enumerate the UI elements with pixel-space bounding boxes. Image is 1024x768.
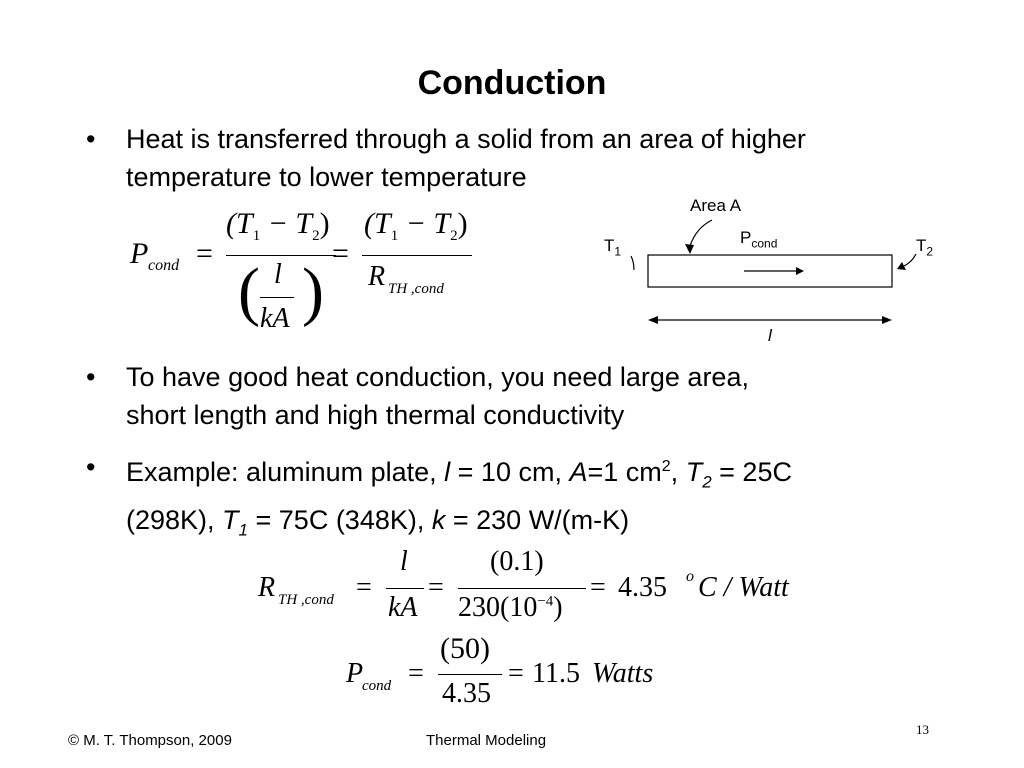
- resistance-unit: C / Watt: [698, 572, 789, 603]
- numerator2-t2: − T: [398, 207, 451, 240]
- numerator-t1: (T: [226, 207, 253, 240]
- slide-title: Conduction: [417, 64, 607, 102]
- denominator-ka: kA: [260, 303, 290, 334]
- conduction-power-equation: [130, 205, 490, 345]
- example-line-2: [126, 501, 1024, 549]
- numerator2-t1: (T: [364, 207, 391, 240]
- numerator-50: (50): [440, 632, 490, 665]
- fraction-bar-5: [438, 674, 502, 675]
- example-a-value: =1 cm: [587, 457, 662, 487]
- area-pointer-arrow: [690, 220, 712, 246]
- footer-copyright: © M. T. Thompson, 2009: [68, 732, 232, 749]
- numerator2-sub-2: 2: [450, 228, 458, 244]
- bullet-2-line-1: To have good heat conduction, you need large area,: [126, 362, 749, 392]
- left-paren-big: (: [238, 255, 260, 328]
- example-t2-var: T: [685, 457, 703, 487]
- power-result: 11.5: [532, 658, 580, 689]
- thermal-resistance-subscript: TH ,cond: [388, 281, 444, 297]
- p-symbol: P: [130, 237, 149, 270]
- fraction-bar-2: [362, 255, 472, 256]
- degree-symbol: o: [686, 568, 694, 585]
- p-cond-label: [740, 228, 777, 250]
- example-l-var: l: [444, 457, 451, 487]
- numerator-temp-diff: [226, 207, 330, 245]
- length-l: l: [400, 546, 408, 577]
- bullet-1-text: [126, 120, 1024, 196]
- p-subscript: cond: [148, 257, 180, 274]
- example-comma: ,: [670, 457, 686, 487]
- bullet-symbol: •: [86, 124, 96, 154]
- example-t2-value: = 25C: [711, 457, 792, 487]
- fraction-bar-4: [458, 588, 586, 589]
- numerator2-close: ): [457, 207, 468, 240]
- r-subscript: TH ,cond: [278, 592, 334, 608]
- t1-letter: T: [604, 236, 615, 255]
- power-result-equation: [346, 632, 706, 722]
- bullet-2-text: [126, 358, 1024, 434]
- footer-title: Thermal Modeling: [426, 732, 547, 749]
- ka-term: kA: [388, 592, 418, 623]
- equals-sign-5: =: [590, 572, 606, 603]
- example-k-var: k: [431, 505, 446, 536]
- example-text: [126, 448, 1024, 550]
- numerator-01: (0.1): [490, 546, 544, 577]
- denominator-l: l: [274, 259, 282, 290]
- area-label: Area A: [690, 196, 742, 215]
- bullet-example: [86, 448, 1006, 540]
- denominator-close: ): [553, 592, 563, 623]
- thermal-resistance-r: R: [368, 261, 386, 292]
- numerator2-sub-1: 1: [390, 228, 399, 244]
- heat-flow-arrowhead: [796, 267, 804, 275]
- t1-pointer-arrow: [631, 256, 634, 270]
- example-l-value: = 10 cm,: [450, 457, 570, 487]
- fraction-bar-3: [386, 588, 424, 589]
- page-number: 13: [916, 722, 929, 737]
- denominator-230-base: 230(10: [458, 592, 538, 623]
- t1-subscript: 1: [614, 244, 622, 259]
- right-paren-big: ): [302, 255, 324, 328]
- p-subscript-2: cond: [362, 678, 392, 694]
- p-cond-letter: P: [740, 228, 752, 247]
- conduction-diagram: [590, 190, 950, 350]
- example-t1-var: T: [222, 505, 239, 536]
- resistance-result: 4.35: [618, 572, 667, 603]
- equals-sign-7: =: [508, 658, 524, 689]
- equals-sign-2: =: [332, 237, 349, 270]
- t2-letter: T: [916, 236, 927, 255]
- equals-sign-6: =: [408, 658, 424, 689]
- bullet-symbol: •: [86, 452, 96, 482]
- equals-sign-1: =: [196, 237, 213, 270]
- example-line-1: [126, 448, 1024, 501]
- example-t1-subscript: 1: [238, 520, 249, 540]
- inner-fraction-bar: [260, 297, 294, 298]
- t2-label: [916, 236, 933, 258]
- length-arrowhead-right: [882, 316, 892, 324]
- t2-pointer-arrow: [904, 254, 916, 266]
- bullet-2-line-2: short length and high thermal conductivity: [126, 400, 625, 430]
- equals-sign-4: =: [428, 572, 444, 603]
- numerator-temp-diff-2: [364, 207, 468, 245]
- example-line2-lead: (298K),: [126, 505, 223, 536]
- bullet-1: [86, 120, 1006, 200]
- power-unit: Watts: [592, 658, 654, 689]
- t2-subscript: 2: [926, 244, 934, 259]
- p-cond-subscript: cond: [751, 236, 778, 251]
- length-label: l: [768, 326, 772, 345]
- bullet-1-line-2: temperature to lower temperature: [126, 162, 527, 192]
- numerator-sub-1: 1: [252, 228, 261, 244]
- t1-label: [604, 236, 621, 258]
- bullet-symbol: •: [86, 362, 96, 392]
- numerator-close: ): [319, 207, 330, 240]
- equals-sign-3: =: [356, 572, 372, 603]
- denominator-exponent: −4: [537, 593, 554, 610]
- example-t1-value: = 75C (348K),: [248, 505, 432, 536]
- length-arrowhead-left: [648, 316, 658, 324]
- example-lead: Example: aluminum plate,: [126, 457, 445, 487]
- example-t2-subscript: 2: [702, 472, 712, 492]
- numerator-t2: − T: [260, 207, 313, 240]
- area-pointer-arrowhead: [685, 244, 694, 254]
- p-symbol-2: P: [346, 658, 364, 689]
- bullet-2: [86, 358, 1006, 438]
- denominator-435: 4.35: [442, 678, 491, 709]
- numerator-sub-2: 2: [312, 228, 320, 244]
- example-a-exponent: 2: [661, 458, 671, 475]
- bullet-1-line-1: Heat is transferred through a solid from an area of higher: [126, 124, 806, 154]
- denominator-230: [458, 592, 563, 624]
- example-a-var: A: [569, 457, 588, 487]
- example-k-value: = 230 W/(m-K): [445, 505, 630, 536]
- r-symbol: R: [258, 572, 276, 603]
- thermal-resistance-equation: [258, 546, 818, 636]
